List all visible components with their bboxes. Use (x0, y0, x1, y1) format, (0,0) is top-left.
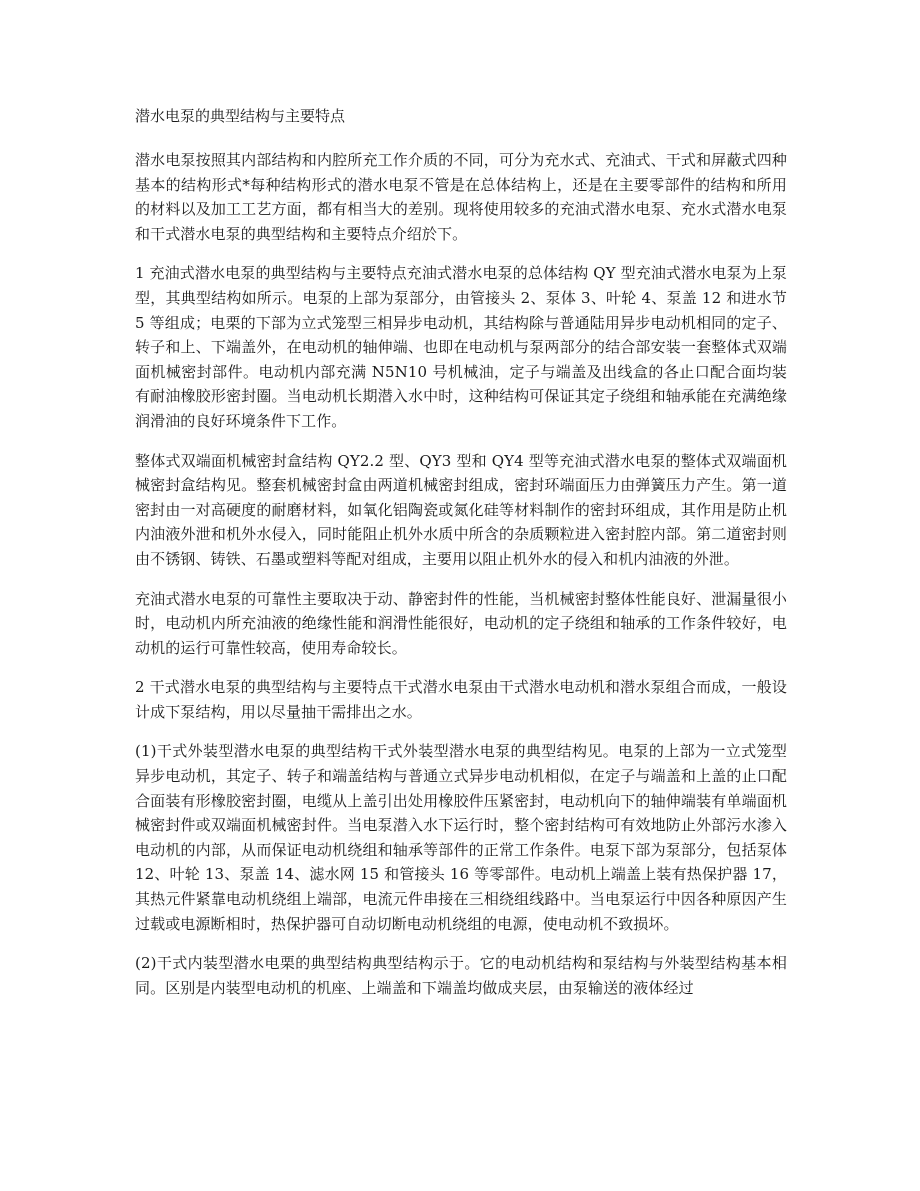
paragraph-dry-external-type: (1)干式外装型潜水电泵的典型结构干式外装型潜水电泵的典型结构见。电泵的上部为一立式笼型异步电动机，其定子、转子和端盖结构与普通立式异步电动机相似，在定子与端盖和上盖的止口配合面装有形橡胶密封圈，电缆从上盖引出处用橡胶件压紧密封，电动机向下的轴伸端装有单端面机械密封件或双端面机械密封件。当电泵潜入水下运行时，整个密封结构可有效地防止外部污水渗入电动机的内部，从而保证电动机绕组和轴承等部件的正常工作条件。电泵下部为泵部分，包括泵体 12、叶轮 13、泵盖 14、滤水网 15 和管接头 16 等零部件。电动机上端盖上装有热保护器 17，其热元件紧靠电动机绕组上端部，电流元件串接在三相绕组线路中。当电泵运行中因各种原因产生过载或电源断相时，热保护器可自动切断电动机绕组的电源，使电动机不致损坏。 (135, 742, 787, 933)
paragraph-dry-type-intro: 2 干式潜水电泵的典型结构与主要特点干式潜水电泵由干式潜水电动机和潜水泵组合而成，一般设计成下泵结构，用以尽量抽干需排出之水。 (135, 678, 787, 721)
document-title: 潜水电泵的典型结构与主要特点 (135, 107, 346, 125)
paragraph-oil-filled-structure: 1 充油式潜水电泵的典型结构与主要特点充油式潜水电泵的总体结构 QY 型充油式潜水电泵为上泵型，其典型结构如所示。电泵的上部为泵部分，由管接头 2、泵体 3、叶轮 4、泵盖 12 和进水节 5 等组成；电栗的下部为立式笼型三相异步电动机，其结构除与普通陆用异步电动机相同的定子、转子和上、下端盖外，在电动机的轴伸端、也即在电动机与泵两部分的结合部安装一套整体式双端面机械密封部件。电动机内部充满 N5N10 号机械油，定子与端盖及出线盒的各止口配合面均装有耐油橡胶形密封圈。当电动机长期潜入水中时，这种结构可保证其定子绕组和轴承能在充满绝缘润滑油的良好环境条件下工作。 (135, 264, 787, 430)
document-page (135, 104, 787, 1015)
paragraph-mechanical-seal: 整体式双端面机械密封盒结构 QY2.2 型、QY3 型和 QY4 型等充油式潜水电泵的整体式双端面机械密封盒结构见。整套机械密封盒由两道机械密封组成，密封环端面压力由弹簧压力产生。第一道密封由一对高硬度的耐磨材料，如氧化铝陶瓷或氮化硅等材料制作的密封环组成，其作用是防止机内油液外泄和机外水侵入，同时能阻止机外水质中所含的杂质颗粒进入密封腔内部。第二道密封则由不锈钢、铸铁、石墨或塑料等配对组成，主要用以阻止机外水的侵入和机内油液的外泄。 (135, 451, 787, 568)
paragraph-intro: 潜水电泵按照其内部结构和内腔所充工作介质的不同，可分为充水式、充油式、干式和屏蔽式四种基本的结构形式*每种结构形式的潜水电泵不管是在总体结构上，还是在主要零部件的结构和所用的材料以及加工工艺方面，都有相当大的差别。现将使用较多的充油式潜水电泵、充水式潜水电泵和干式潜水电泵的典型结构和主要特点介绍於下。 (135, 151, 787, 243)
paragraph-dry-internal-type: (2)干式内装型潜水电栗的典型结构典型结构示于。它的电动机结构和泵结构与外装型结构基本相同。区别是内装型电动机的机座、上端盖和下端盖均做成夹层，由泵输送的液体经过 (135, 954, 787, 997)
paragraph-oil-filled-reliability: 充油式潜水电泵的可靠性主要取决于动、静密封件的性能，当机械密封整体性能良好、泄漏量很小时，电动机内所充油液的绝缘性能和润滑性能很好，电动机的定子绕组和轴承的工作条件较好，电动机的运行可靠性较高，使用寿命较长。 (135, 589, 787, 657)
